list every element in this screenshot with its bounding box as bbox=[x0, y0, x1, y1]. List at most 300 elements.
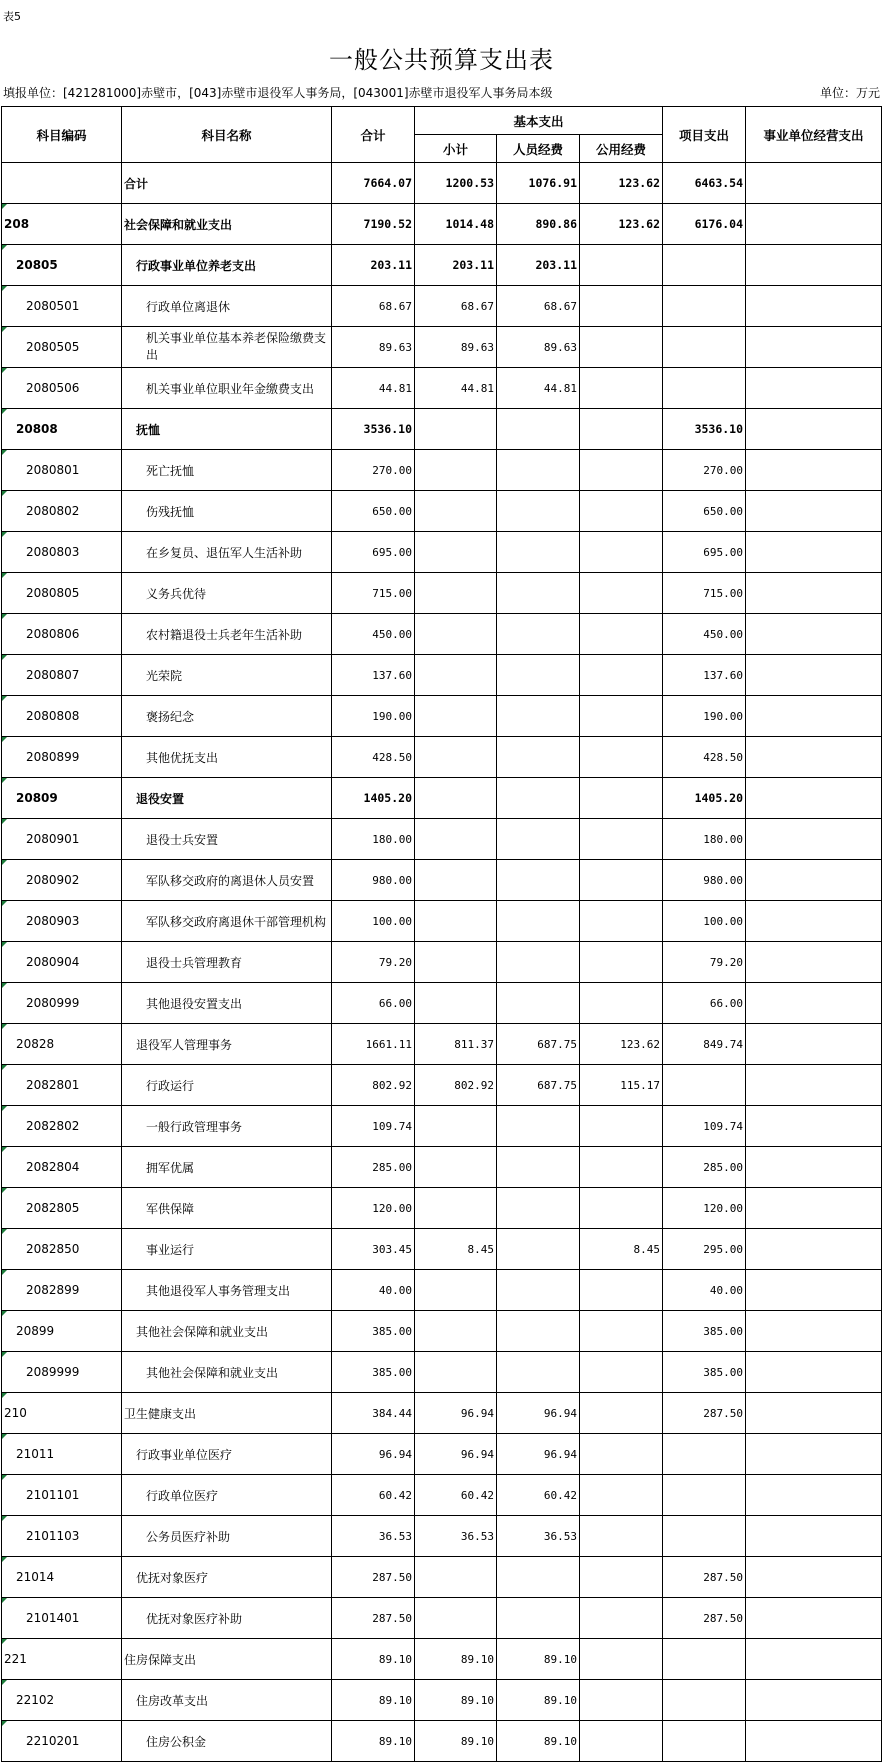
cell-subtotal: 60.42 bbox=[415, 1475, 497, 1516]
cell-personnel: 89.10 bbox=[497, 1680, 580, 1721]
cell-code: 2080802 bbox=[2, 491, 122, 532]
cell-code: 2082804 bbox=[2, 1147, 122, 1188]
table-row bbox=[2, 491, 882, 532]
table-row bbox=[2, 573, 882, 614]
cell-code: 20899 bbox=[2, 1311, 122, 1352]
table-row bbox=[2, 696, 882, 737]
cell-public bbox=[580, 1270, 663, 1311]
cell-business bbox=[746, 532, 882, 573]
cell-total: 385.00 bbox=[332, 1352, 415, 1393]
cell-personnel bbox=[497, 983, 580, 1024]
cell-public bbox=[580, 614, 663, 655]
cell-subtotal bbox=[415, 1270, 497, 1311]
cell-project bbox=[663, 1516, 746, 1557]
cell-name: 优抚对象医疗补助 bbox=[122, 1598, 332, 1639]
cell-public bbox=[580, 819, 663, 860]
cell-business bbox=[746, 491, 882, 532]
cell-project bbox=[663, 1721, 746, 1762]
cell-business bbox=[746, 983, 882, 1024]
cell-name: 卫生健康支出 bbox=[122, 1393, 332, 1434]
cell-project bbox=[663, 368, 746, 409]
cell-business bbox=[746, 409, 882, 450]
cell-project bbox=[663, 1475, 746, 1516]
cell-project: 295.00 bbox=[663, 1229, 746, 1270]
cell-personnel bbox=[497, 901, 580, 942]
cell-business bbox=[746, 1229, 882, 1270]
cell-business bbox=[746, 942, 882, 983]
cell-subtotal: 811.37 bbox=[415, 1024, 497, 1065]
cell-total: 1661.11 bbox=[332, 1024, 415, 1065]
cell-project bbox=[663, 1065, 746, 1106]
cell-total: 428.50 bbox=[332, 737, 415, 778]
cell-code: 221 bbox=[2, 1639, 122, 1680]
cell-code bbox=[2, 163, 122, 204]
header-total: 合计 bbox=[332, 107, 415, 163]
cell-public bbox=[580, 409, 663, 450]
cell-business bbox=[746, 1270, 882, 1311]
cell-subtotal bbox=[415, 655, 497, 696]
cell-business bbox=[746, 1516, 882, 1557]
cell-total: 89.10 bbox=[332, 1721, 415, 1762]
cell-name: 光荣院 bbox=[122, 655, 332, 696]
cell-public: 8.45 bbox=[580, 1229, 663, 1270]
cell-project: 650.00 bbox=[663, 491, 746, 532]
table-row bbox=[2, 819, 882, 860]
cell-total: 285.00 bbox=[332, 1147, 415, 1188]
cell-project: 428.50 bbox=[663, 737, 746, 778]
cell-total: 66.00 bbox=[332, 983, 415, 1024]
header-subtotal: 小计 bbox=[415, 135, 497, 163]
cell-business bbox=[746, 1024, 882, 1065]
cell-project: 40.00 bbox=[663, 1270, 746, 1311]
cell-public bbox=[580, 942, 663, 983]
header-name: 科目名称 bbox=[122, 107, 332, 163]
cell-name: 义务兵优待 bbox=[122, 573, 332, 614]
cell-public bbox=[580, 491, 663, 532]
cell-business bbox=[746, 286, 882, 327]
header-business: 事业单位经营支出 bbox=[746, 107, 882, 163]
cell-subtotal: 36.53 bbox=[415, 1516, 497, 1557]
table-row bbox=[2, 1065, 882, 1106]
cell-code: 2082805 bbox=[2, 1188, 122, 1229]
cell-total: 270.00 bbox=[332, 450, 415, 491]
header-personnel: 人员经费 bbox=[497, 135, 580, 163]
cell-name: 机关事业单位基本养老保险缴费支出 bbox=[122, 327, 332, 368]
cell-public bbox=[580, 1475, 663, 1516]
cell-subtotal: 68.67 bbox=[415, 286, 497, 327]
table-row bbox=[2, 901, 882, 942]
cell-code: 2080999 bbox=[2, 983, 122, 1024]
table-row bbox=[2, 614, 882, 655]
table-row bbox=[2, 204, 882, 245]
cell-code: 2082899 bbox=[2, 1270, 122, 1311]
cell-business bbox=[746, 1434, 882, 1475]
report-info-line bbox=[3, 84, 880, 102]
cell-code: 21011 bbox=[2, 1434, 122, 1475]
cell-code: 2089999 bbox=[2, 1352, 122, 1393]
cell-personnel: 89.10 bbox=[497, 1639, 580, 1680]
cell-public bbox=[580, 1106, 663, 1147]
cell-personnel: 60.42 bbox=[497, 1475, 580, 1516]
cell-total: 40.00 bbox=[332, 1270, 415, 1311]
cell-business bbox=[746, 737, 882, 778]
cell-name: 军队移交政府离退休干部管理机构 bbox=[122, 901, 332, 942]
cell-subtotal: 89.10 bbox=[415, 1639, 497, 1680]
cell-business bbox=[746, 696, 882, 737]
cell-personnel bbox=[497, 491, 580, 532]
table-row bbox=[2, 1434, 882, 1475]
cell-name: 公务员医疗补助 bbox=[122, 1516, 332, 1557]
table-row bbox=[2, 1270, 882, 1311]
cell-name: 军供保障 bbox=[122, 1188, 332, 1229]
cell-subtotal bbox=[415, 696, 497, 737]
cell-code: 2080901 bbox=[2, 819, 122, 860]
cell-total: 385.00 bbox=[332, 1311, 415, 1352]
cell-total: 450.00 bbox=[332, 614, 415, 655]
cell-personnel bbox=[497, 1557, 580, 1598]
cell-public bbox=[580, 860, 663, 901]
table-row bbox=[2, 163, 882, 204]
cell-code: 20808 bbox=[2, 409, 122, 450]
table-row bbox=[2, 1352, 882, 1393]
cell-name: 退役安置 bbox=[122, 778, 332, 819]
cell-public: 115.17 bbox=[580, 1065, 663, 1106]
cell-code: 21014 bbox=[2, 1557, 122, 1598]
cell-personnel: 96.94 bbox=[497, 1434, 580, 1475]
cell-subtotal: 89.10 bbox=[415, 1680, 497, 1721]
cell-public bbox=[580, 450, 663, 491]
cell-public bbox=[580, 655, 663, 696]
cell-project: 100.00 bbox=[663, 901, 746, 942]
cell-public bbox=[580, 778, 663, 819]
cell-public bbox=[580, 1352, 663, 1393]
cell-name: 其他社会保障和就业支出 bbox=[122, 1352, 332, 1393]
cell-personnel: 687.75 bbox=[497, 1065, 580, 1106]
cell-public bbox=[580, 1680, 663, 1721]
cell-name: 军队移交政府的离退休人员安置 bbox=[122, 860, 332, 901]
cell-project: 287.50 bbox=[663, 1598, 746, 1639]
cell-personnel: 44.81 bbox=[497, 368, 580, 409]
cell-personnel: 203.11 bbox=[497, 245, 580, 286]
cell-code: 2080807 bbox=[2, 655, 122, 696]
cell-project: 385.00 bbox=[663, 1352, 746, 1393]
cell-personnel: 687.75 bbox=[497, 1024, 580, 1065]
cell-project: 849.74 bbox=[663, 1024, 746, 1065]
cell-business bbox=[746, 368, 882, 409]
cell-project: 66.00 bbox=[663, 983, 746, 1024]
cell-public bbox=[580, 737, 663, 778]
cell-total: 7664.07 bbox=[332, 163, 415, 204]
cell-personnel bbox=[497, 532, 580, 573]
cell-total: 109.74 bbox=[332, 1106, 415, 1147]
cell-business bbox=[746, 819, 882, 860]
cell-public bbox=[580, 1188, 663, 1229]
cell-code: 210 bbox=[2, 1393, 122, 1434]
cell-public bbox=[580, 1147, 663, 1188]
cell-total: 715.00 bbox=[332, 573, 415, 614]
table-row bbox=[2, 1106, 882, 1147]
cell-name: 一般行政管理事务 bbox=[122, 1106, 332, 1147]
cell-total: 79.20 bbox=[332, 942, 415, 983]
cell-personnel bbox=[497, 450, 580, 491]
table-row bbox=[2, 860, 882, 901]
cell-public bbox=[580, 327, 663, 368]
cell-business bbox=[746, 1065, 882, 1106]
table-row bbox=[2, 286, 882, 327]
reporting-unit: 填报单位：[421281000]赤壁市，[043]赤壁市退役军人事务局，[043001]赤壁市退役军人事务局本级 bbox=[3, 86, 553, 100]
cell-name: 退役士兵管理教育 bbox=[122, 942, 332, 983]
table-row bbox=[2, 983, 882, 1024]
cell-subtotal bbox=[415, 1106, 497, 1147]
cell-public bbox=[580, 1721, 663, 1762]
cell-name: 拥军优属 bbox=[122, 1147, 332, 1188]
cell-code: 208 bbox=[2, 204, 122, 245]
cell-personnel bbox=[497, 1311, 580, 1352]
table-row bbox=[2, 1311, 882, 1352]
cell-total: 96.94 bbox=[332, 1434, 415, 1475]
cell-project: 190.00 bbox=[663, 696, 746, 737]
cell-business bbox=[746, 614, 882, 655]
cell-subtotal: 1200.53 bbox=[415, 163, 497, 204]
cell-code: 2080501 bbox=[2, 286, 122, 327]
cell-code: 2082802 bbox=[2, 1106, 122, 1147]
cell-total: 802.92 bbox=[332, 1065, 415, 1106]
cell-name: 行政事业单位养老支出 bbox=[122, 245, 332, 286]
cell-code: 2210201 bbox=[2, 1721, 122, 1762]
cell-subtotal bbox=[415, 1557, 497, 1598]
cell-project: 79.20 bbox=[663, 942, 746, 983]
cell-code: 2080803 bbox=[2, 532, 122, 573]
cell-public bbox=[580, 983, 663, 1024]
cell-subtotal bbox=[415, 1311, 497, 1352]
cell-business bbox=[746, 1721, 882, 1762]
table-row bbox=[2, 1147, 882, 1188]
cell-name: 事业运行 bbox=[122, 1229, 332, 1270]
cell-total: 180.00 bbox=[332, 819, 415, 860]
header-public: 公用经费 bbox=[580, 135, 663, 163]
currency-unit: 单位：万元 bbox=[819, 86, 880, 100]
cell-subtotal: 96.94 bbox=[415, 1434, 497, 1475]
cell-project: 137.60 bbox=[663, 655, 746, 696]
budget-expenditure-table bbox=[1, 106, 882, 1762]
cell-personnel: 36.53 bbox=[497, 1516, 580, 1557]
cell-business bbox=[746, 1557, 882, 1598]
cell-public bbox=[580, 1557, 663, 1598]
table-row bbox=[2, 1475, 882, 1516]
cell-total: 650.00 bbox=[332, 491, 415, 532]
cell-personnel bbox=[497, 942, 580, 983]
page-title: 一般公共预算支出表 bbox=[329, 46, 554, 74]
cell-subtotal bbox=[415, 983, 497, 1024]
table-row bbox=[2, 1598, 882, 1639]
cell-business bbox=[746, 1680, 882, 1721]
cell-project: 1405.20 bbox=[663, 778, 746, 819]
cell-total: 137.60 bbox=[332, 655, 415, 696]
cell-total: 1405.20 bbox=[332, 778, 415, 819]
cell-code: 2080505 bbox=[2, 327, 122, 368]
cell-subtotal bbox=[415, 491, 497, 532]
cell-public bbox=[580, 532, 663, 573]
cell-public: 123.62 bbox=[580, 1024, 663, 1065]
table-row bbox=[2, 1229, 882, 1270]
cell-subtotal bbox=[415, 614, 497, 655]
cell-code: 2080506 bbox=[2, 368, 122, 409]
header-basic: 基本支出 bbox=[415, 107, 663, 135]
cell-business bbox=[746, 1147, 882, 1188]
table-row bbox=[2, 1188, 882, 1229]
cell-public bbox=[580, 573, 663, 614]
cell-subtotal bbox=[415, 532, 497, 573]
cell-public: 123.62 bbox=[580, 204, 663, 245]
cell-project: 120.00 bbox=[663, 1188, 746, 1229]
cell-personnel bbox=[497, 696, 580, 737]
document-tag: 表5 bbox=[3, 10, 21, 23]
cell-business bbox=[746, 1475, 882, 1516]
cell-total: 287.50 bbox=[332, 1557, 415, 1598]
cell-subtotal bbox=[415, 1352, 497, 1393]
table-header bbox=[2, 107, 882, 163]
cell-name: 伤残抚恤 bbox=[122, 491, 332, 532]
cell-code: 2080801 bbox=[2, 450, 122, 491]
cell-public bbox=[580, 1434, 663, 1475]
cell-total: 44.81 bbox=[332, 368, 415, 409]
cell-name: 抚恤 bbox=[122, 409, 332, 450]
cell-name: 其他退役安置支出 bbox=[122, 983, 332, 1024]
cell-subtotal bbox=[415, 1188, 497, 1229]
cell-personnel bbox=[497, 819, 580, 860]
cell-code: 2101401 bbox=[2, 1598, 122, 1639]
table-row bbox=[2, 1721, 882, 1762]
cell-subtotal bbox=[415, 573, 497, 614]
table-row bbox=[2, 368, 882, 409]
cell-personnel bbox=[497, 1352, 580, 1393]
cell-project: 270.00 bbox=[663, 450, 746, 491]
table-row bbox=[2, 409, 882, 450]
cell-business bbox=[746, 245, 882, 286]
cell-code: 20805 bbox=[2, 245, 122, 286]
table-row bbox=[2, 655, 882, 696]
cell-public bbox=[580, 1516, 663, 1557]
cell-project: 715.00 bbox=[663, 573, 746, 614]
cell-personnel bbox=[497, 1229, 580, 1270]
cell-code: 2082801 bbox=[2, 1065, 122, 1106]
cell-personnel bbox=[497, 1270, 580, 1311]
cell-total: 384.44 bbox=[332, 1393, 415, 1434]
table-row bbox=[2, 737, 882, 778]
cell-personnel bbox=[497, 737, 580, 778]
cell-business bbox=[746, 778, 882, 819]
cell-code: 20828 bbox=[2, 1024, 122, 1065]
cell-project bbox=[663, 1434, 746, 1475]
cell-business bbox=[746, 1311, 882, 1352]
table-row bbox=[2, 942, 882, 983]
cell-project: 3536.10 bbox=[663, 409, 746, 450]
cell-project bbox=[663, 245, 746, 286]
cell-business bbox=[746, 1393, 882, 1434]
cell-project bbox=[663, 327, 746, 368]
cell-total: 36.53 bbox=[332, 1516, 415, 1557]
table-row bbox=[2, 1393, 882, 1434]
cell-name: 行政单位离退休 bbox=[122, 286, 332, 327]
cell-personnel bbox=[497, 614, 580, 655]
cell-business bbox=[746, 1352, 882, 1393]
cell-public bbox=[580, 1393, 663, 1434]
cell-code: 2101103 bbox=[2, 1516, 122, 1557]
cell-project: 6176.04 bbox=[663, 204, 746, 245]
cell-name: 社会保障和就业支出 bbox=[122, 204, 332, 245]
cell-project: 6463.54 bbox=[663, 163, 746, 204]
cell-total: 89.10 bbox=[332, 1680, 415, 1721]
cell-personnel: 68.67 bbox=[497, 286, 580, 327]
cell-subtotal bbox=[415, 942, 497, 983]
cell-subtotal: 44.81 bbox=[415, 368, 497, 409]
table-row bbox=[2, 1516, 882, 1557]
cell-business bbox=[746, 1598, 882, 1639]
cell-personnel: 89.10 bbox=[497, 1721, 580, 1762]
cell-personnel: 1076.91 bbox=[497, 163, 580, 204]
cell-personnel bbox=[497, 1147, 580, 1188]
cell-project: 287.50 bbox=[663, 1557, 746, 1598]
cell-code: 2101101 bbox=[2, 1475, 122, 1516]
table-row bbox=[2, 778, 882, 819]
cell-business bbox=[746, 1106, 882, 1147]
cell-business bbox=[746, 573, 882, 614]
cell-code: 2080903 bbox=[2, 901, 122, 942]
cell-name: 行政单位医疗 bbox=[122, 1475, 332, 1516]
cell-project bbox=[663, 1680, 746, 1721]
cell-personnel bbox=[497, 778, 580, 819]
cell-project: 287.50 bbox=[663, 1393, 746, 1434]
cell-project bbox=[663, 1639, 746, 1680]
cell-subtotal bbox=[415, 819, 497, 860]
table-row bbox=[2, 327, 882, 368]
table-body bbox=[2, 163, 882, 1762]
cell-total: 287.50 bbox=[332, 1598, 415, 1639]
table-row bbox=[2, 1680, 882, 1721]
cell-personnel: 89.63 bbox=[497, 327, 580, 368]
cell-business bbox=[746, 163, 882, 204]
cell-name: 褒扬纪念 bbox=[122, 696, 332, 737]
cell-personnel bbox=[497, 1106, 580, 1147]
cell-public bbox=[580, 696, 663, 737]
cell-project: 695.00 bbox=[663, 532, 746, 573]
cell-business bbox=[746, 901, 882, 942]
cell-total: 89.63 bbox=[332, 327, 415, 368]
cell-personnel bbox=[497, 573, 580, 614]
cell-personnel bbox=[497, 1188, 580, 1229]
table-row bbox=[2, 1639, 882, 1680]
header-code: 科目编码 bbox=[2, 107, 122, 163]
cell-total: 203.11 bbox=[332, 245, 415, 286]
cell-subtotal bbox=[415, 778, 497, 819]
cell-subtotal: 802.92 bbox=[415, 1065, 497, 1106]
table-row bbox=[2, 245, 882, 286]
cell-personnel: 96.94 bbox=[497, 1393, 580, 1434]
cell-subtotal bbox=[415, 901, 497, 942]
table-row bbox=[2, 1557, 882, 1598]
cell-code: 2080902 bbox=[2, 860, 122, 901]
cell-total: 60.42 bbox=[332, 1475, 415, 1516]
cell-code: 2080805 bbox=[2, 573, 122, 614]
cell-subtotal: 203.11 bbox=[415, 245, 497, 286]
cell-subtotal: 8.45 bbox=[415, 1229, 497, 1270]
cell-total: 7190.52 bbox=[332, 204, 415, 245]
cell-subtotal bbox=[415, 737, 497, 778]
cell-code: 2080806 bbox=[2, 614, 122, 655]
cell-subtotal bbox=[415, 409, 497, 450]
cell-public bbox=[580, 1598, 663, 1639]
cell-name: 住房保障支出 bbox=[122, 1639, 332, 1680]
